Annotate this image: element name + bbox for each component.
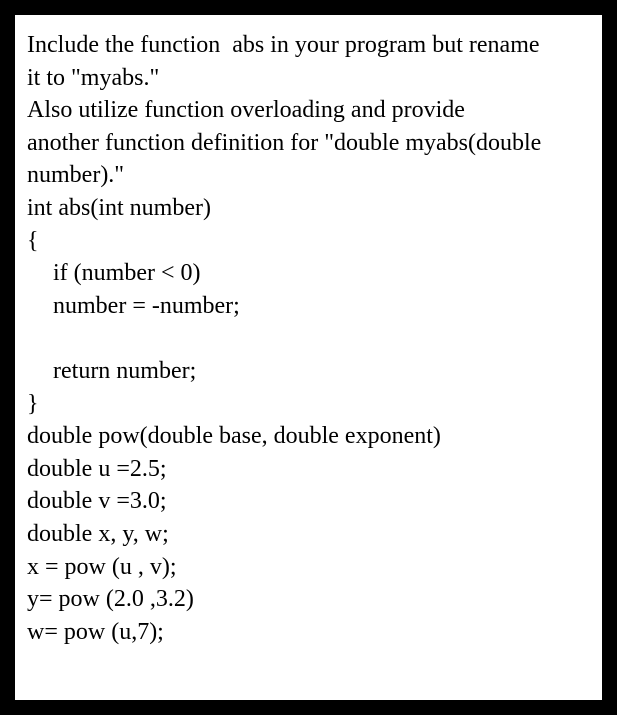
instruction-line-3: Also utilize function overloading and provide [27,97,465,124]
instruction-line-1: Include the function abs in your program but rename [27,32,540,58]
code-line-w-assignment: w= pow (u,7); [27,618,164,645]
document-text [27,29,597,648]
code-line-v-declaration: double v =3.0; [27,488,167,515]
instruction-line-5: number)." [27,162,125,189]
code-line-negate-number: number = -number; [53,292,240,319]
code-line-xyw-declaration: double x, y, w; [27,520,169,547]
code-line-pow-signature: double pow(double base, double exponent) [27,423,441,450]
document-page [15,15,602,700]
instruction-line-4: another function definition for "double myabs(double [27,129,542,156]
instruction-line-2: it to "myabs." [27,64,160,91]
code-line-return: return number; [53,357,197,384]
code-line-function-signature: int abs(int number) [27,194,211,221]
code-line-u-declaration: double u =2.5; [27,455,167,482]
cut-off-glyph-mark [375,699,393,715]
code-line-y-assignment: y= pow (2.0 ,3.2) [27,586,194,613]
code-line-x-assignment: x = pow (u , v); [27,553,177,580]
code-line-close-brace: } [27,390,39,417]
code-line-open-brace: { [27,227,39,254]
blank-line [27,322,597,355]
code-line-if-statement: if (number < 0) [53,260,201,287]
